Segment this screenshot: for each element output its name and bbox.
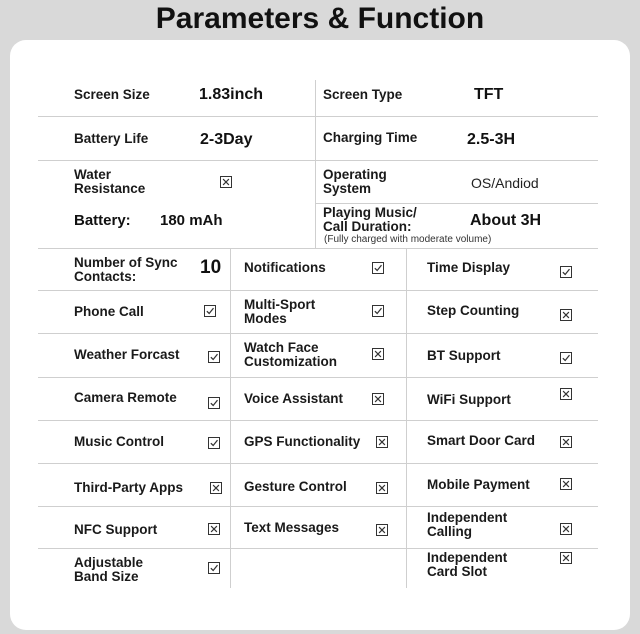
- third-party-label: Third-Party Apps: [74, 480, 184, 495]
- nfc-label: NFC Support: [74, 522, 158, 537]
- divider: [230, 248, 231, 588]
- divider: [38, 377, 598, 378]
- divider: [315, 80, 316, 248]
- voice-assistant-label: Voice Assistant: [244, 391, 344, 406]
- sync-contacts-value: 10: [200, 257, 222, 278]
- divider: [406, 248, 407, 588]
- divider: [38, 160, 598, 161]
- band-size-label: Adjustable Band Size: [74, 555, 144, 584]
- independent-calling-status-icon: [560, 523, 572, 535]
- nfc-status-icon: [208, 523, 220, 535]
- multi-sport-label: Multi-Sport Modes: [244, 297, 316, 326]
- screen-type-value: TFT: [474, 86, 504, 103]
- band-size-status-icon: [208, 562, 220, 574]
- battery-label: Battery:: [74, 212, 131, 229]
- divider: [38, 333, 598, 334]
- sync-contacts-label: Number of Sync Contacts:: [74, 255, 178, 284]
- divider: [38, 248, 598, 249]
- gps-label: GPS Functionality: [244, 434, 361, 449]
- divider: [38, 116, 598, 117]
- phone-call-status-icon: [204, 305, 216, 317]
- voice-assistant-status-icon: [372, 393, 384, 405]
- divider: [38, 463, 598, 464]
- text-messages-label: Text Messages: [244, 520, 340, 535]
- screen-size-label: Screen Size: [74, 87, 150, 102]
- charging-time-label: Charging Time: [323, 130, 418, 145]
- music-control-status-icon: [208, 437, 220, 449]
- gesture-label: Gesture Control: [244, 479, 347, 494]
- step-counting-status-icon: [560, 309, 572, 321]
- divider: [38, 420, 598, 421]
- time-display-status-icon: [560, 266, 572, 278]
- weather-status-icon: [208, 351, 220, 363]
- independent-calling-label: Independent Calling: [427, 510, 508, 539]
- divider: [38, 548, 598, 549]
- operating-system-value: OS/Andiod: [471, 175, 539, 191]
- wifi-support-label: WiFi Support: [427, 392, 511, 407]
- mobile-payment-label: Mobile Payment: [427, 477, 530, 492]
- watch-face-status-icon: [372, 348, 384, 360]
- playing-music-value: About 3H: [470, 212, 542, 229]
- mobile-payment-status-icon: [560, 478, 572, 490]
- page-title: Parameters & Function: [155, 2, 485, 35]
- battery-life-label: Battery Life: [74, 131, 149, 146]
- independent-card-status-icon: [560, 552, 572, 564]
- bt-support-status-icon: [560, 352, 572, 364]
- time-display-label: Time Display: [427, 260, 511, 275]
- divider: [38, 290, 598, 291]
- watch-face-label: Watch Face Customization: [244, 340, 337, 369]
- smart-door-status-icon: [560, 436, 572, 448]
- water-resistance-label: Water Resistance: [74, 167, 146, 196]
- phone-call-label: Phone Call: [74, 304, 144, 319]
- parameters-card: [10, 40, 630, 630]
- screen-size-value: 1.83inch: [199, 86, 264, 103]
- screen-type-label: Screen Type: [323, 87, 403, 102]
- text-messages-status-icon: [376, 524, 388, 536]
- third-party-status-icon: [210, 482, 222, 494]
- bt-support-label: BT Support: [427, 348, 501, 363]
- camera-remote-label: Camera Remote: [74, 390, 177, 405]
- music-note: (Fully charged with moderate volume): [324, 234, 492, 245]
- smart-door-label: Smart Door Card: [427, 433, 536, 448]
- notifications-status-icon: [372, 262, 384, 274]
- step-counting-label: Step Counting: [427, 303, 520, 318]
- charging-time-value: 2.5-3H: [467, 131, 516, 148]
- gps-status-icon: [376, 436, 388, 448]
- divider: [38, 506, 598, 507]
- weather-label: Weather Forcast: [74, 347, 180, 362]
- cross-box-icon: [220, 176, 232, 188]
- playing-music-label: Playing Music/ Call Duration:: [323, 205, 417, 234]
- divider: [315, 203, 598, 204]
- wifi-support-status-icon: [560, 388, 572, 400]
- operating-system-label: Operating System: [323, 167, 387, 196]
- battery-life-value: 2-3Day: [200, 131, 253, 148]
- notifications-label: Notifications: [244, 260, 326, 275]
- camera-remote-status-icon: [208, 397, 220, 409]
- music-control-label: Music Control: [74, 434, 164, 449]
- multi-sport-status-icon: [372, 305, 384, 317]
- independent-card-label: Independent Card Slot: [427, 550, 508, 579]
- gesture-status-icon: [376, 482, 388, 494]
- battery-value: 180 mAh: [160, 212, 223, 229]
